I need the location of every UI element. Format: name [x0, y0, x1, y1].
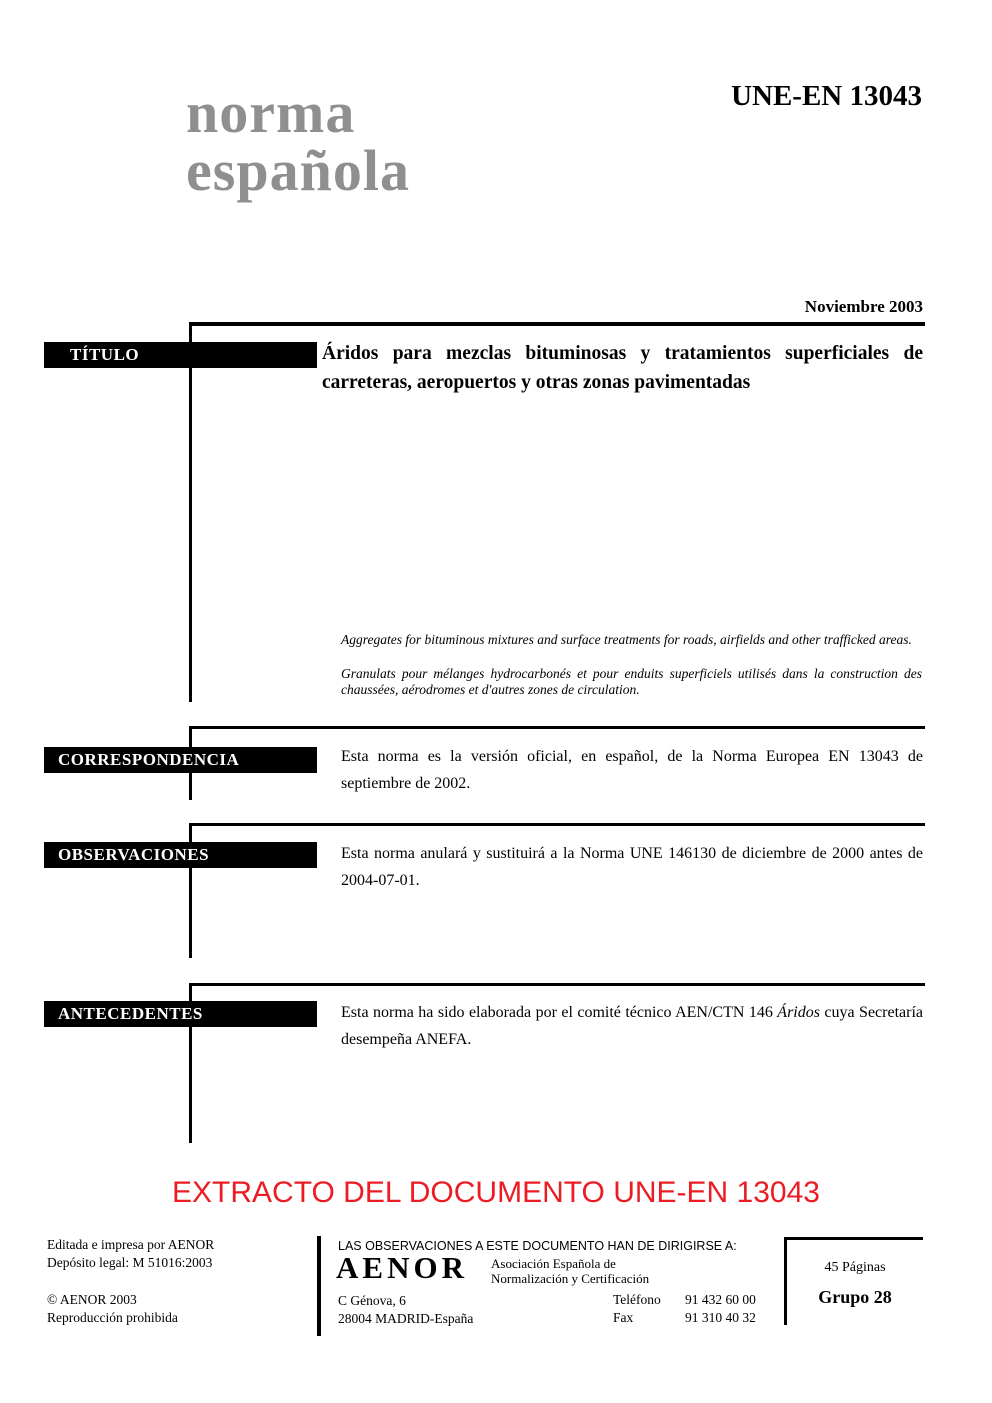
- logo-line-2: española: [186, 138, 410, 203]
- group-box-horizontal-line: [784, 1237, 923, 1240]
- correspondencia-text: Esta norma es la versión oficial, en español, de la Norma Europea EN 13043 de septiembre de 2002.: [341, 748, 923, 792]
- document-number: UNE-EN 13043: [731, 80, 922, 112]
- footer-reproduction: Reproducción prohibida: [47, 1309, 178, 1325]
- footer-legal-deposit: Depósito legal: M 51016:2003: [47, 1254, 213, 1270]
- extract-banner: EXTRACTO DEL DOCUMENTO UNE-EN 13043: [172, 1176, 820, 1209]
- fax-value: 91 310 40 32: [685, 1310, 756, 1325]
- norma-espanola-logo: [186, 80, 410, 203]
- phone-label: Teléfono: [613, 1292, 661, 1307]
- antecedentes-text-prefix: Esta norma ha sido elaborada por el comité técnico AEN/CTN 146: [341, 1004, 778, 1021]
- title-french-note: Granulats pour mélanges hydrocarbonés et pour enduits superficiels utilisés dans la construction des chaussées, aérodromes et d'autres zones de circulation.: [341, 666, 922, 697]
- observaciones-text: Esta norma anulará y sustituirá a la Norma UNE 146130 de diciembre de 2000 antes de 2004-07-01.: [341, 845, 923, 889]
- aenor-logo: AENOR: [336, 1250, 468, 1285]
- footer-observations-notice: LAS OBSERVACIONES A ESTE DOCUMENTO HAN DE DIRIGIRSE A:: [338, 1239, 737, 1253]
- address-line-2: 28004 MADRID-España: [338, 1311, 474, 1326]
- antecedentes-text: [341, 999, 923, 1053]
- publication-date: Noviembre 2003: [804, 297, 923, 316]
- aenor-address: [338, 1292, 473, 1328]
- footer-publisher-block: [47, 1236, 214, 1271]
- association-line-2: Normalización y Certificación: [491, 1270, 650, 1286]
- correspondencia-top-rule: [189, 726, 925, 729]
- antecedentes-text-suffix: cuya Secretaría desempeña ANEFA.: [341, 1004, 924, 1048]
- standard-title: Áridos para mezclas bituminosas y tratamientos superficiales de carreteras, aeropuertos y otras zonas pavimentadas: [322, 343, 923, 393]
- antecedentes-text-italic: Áridos: [777, 1004, 820, 1021]
- footer-copyright-block: [47, 1291, 178, 1326]
- title-english-note: Aggregates for bituminous mixtures and surface treatments for roads, airfields and other trafficked areas.: [341, 632, 912, 647]
- footer-divider-bar: [317, 1236, 321, 1336]
- fax-label: Fax: [613, 1310, 634, 1325]
- footer-copyright: © AENOR 2003: [47, 1292, 137, 1307]
- footer-published-by: Editada e impresa por AENOR: [47, 1237, 215, 1252]
- correspondencia-band: CORRESPONDENCIA: [44, 747, 317, 773]
- page-count: 45 Páginas: [824, 1260, 886, 1275]
- titulo-band: TÍTULO: [44, 342, 317, 368]
- observaciones-top-rule: [189, 823, 925, 826]
- group-number: Grupo 28: [818, 1287, 892, 1307]
- address-line-1: C Génova, 6: [338, 1293, 406, 1308]
- phone-value: 91 432 60 00: [685, 1292, 756, 1307]
- association-line-1: Asociación Española de: [491, 1256, 616, 1271]
- logo-line-1: norma: [186, 80, 356, 145]
- antecedentes-band: ANTECEDENTES: [44, 1001, 317, 1027]
- group-box-vertical-line: [784, 1237, 787, 1325]
- titulo-vertical-line: [189, 322, 192, 702]
- titulo-top-rule: [189, 322, 925, 326]
- aenor-association-name: [491, 1257, 649, 1286]
- antecedentes-top-rule: [189, 983, 925, 986]
- observaciones-band: OBSERVACIONES: [44, 842, 317, 868]
